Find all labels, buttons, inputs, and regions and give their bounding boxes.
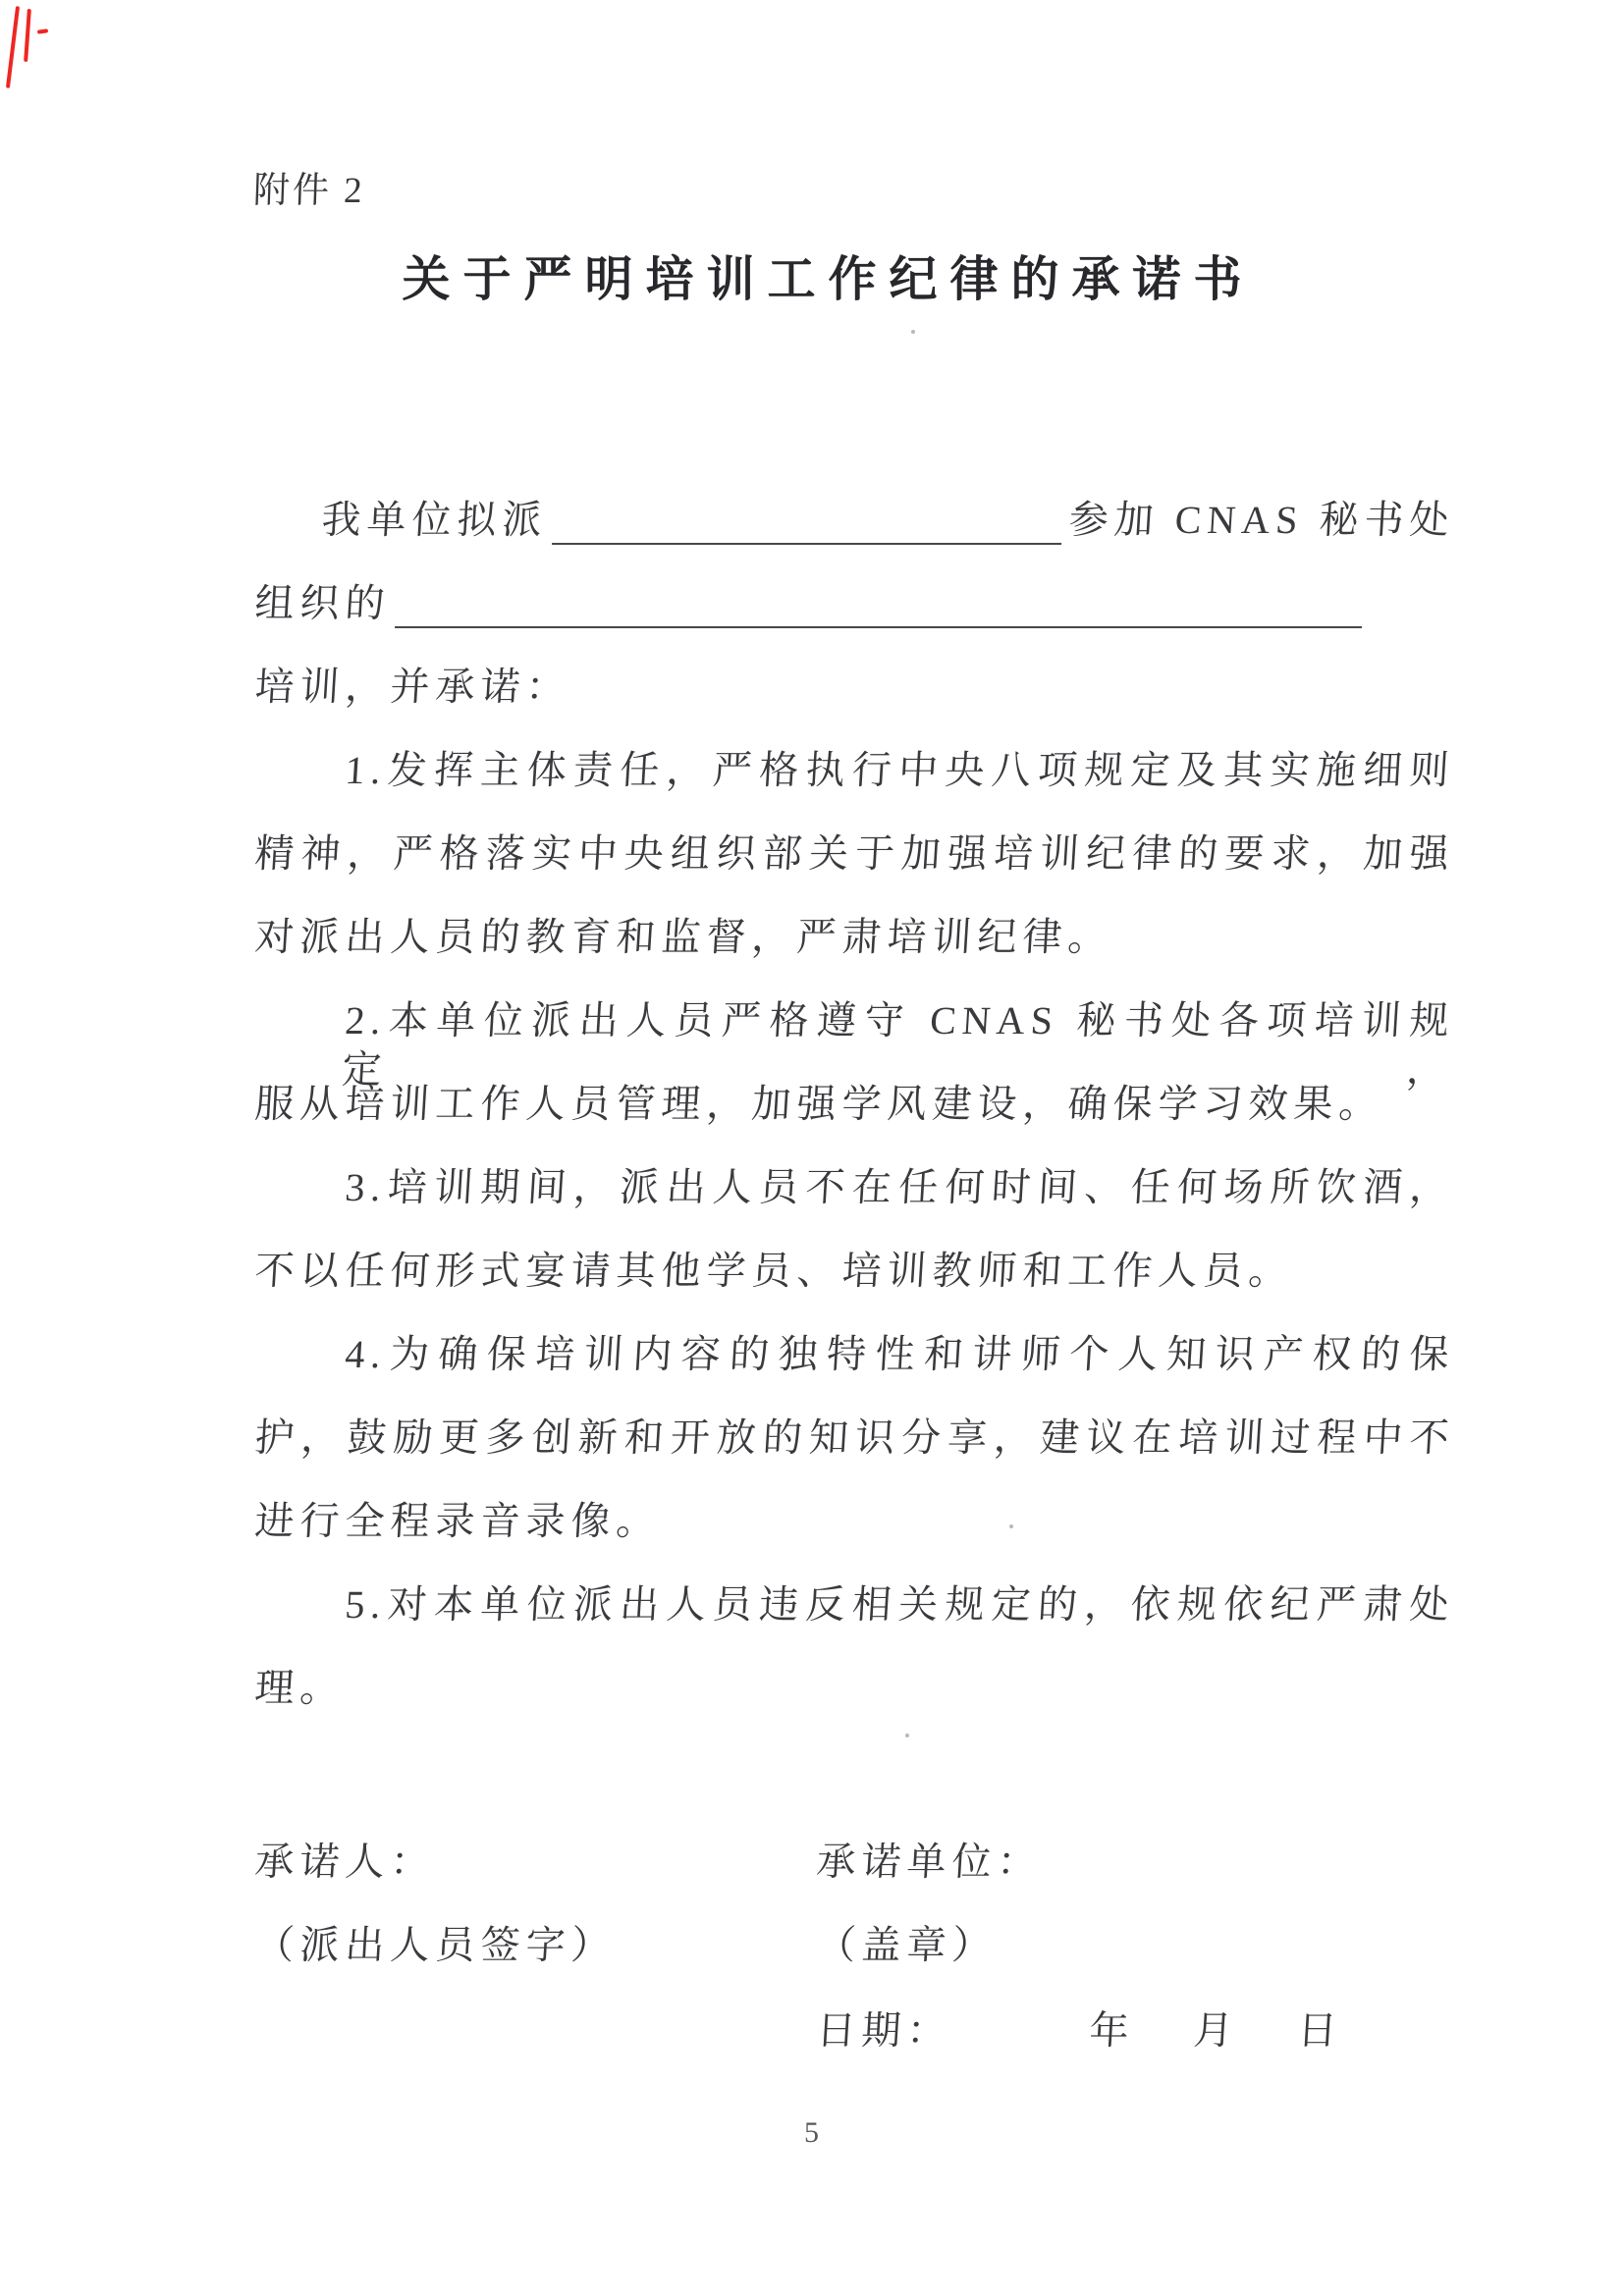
unit-stamp-note: （盖章） [815, 1923, 999, 1967]
date-line [815, 2006, 1505, 2056]
intro-line-3: 培训，并承诺： [253, 665, 572, 709]
trainee-name-blank [552, 500, 1064, 545]
clause-1-line: 精神，严格落实中央组织部关于加强培训纪律的要求，加强 [253, 831, 1456, 876]
intro-line-2-lead: 组织的 [253, 581, 392, 625]
year-label: 年 [1088, 2008, 1136, 2053]
day-label: 日 [1296, 2008, 1344, 2053]
clause-2-line: 2.本单位派出人员严格遵守 CNAS 秘书处各项培训规定， [341, 998, 1456, 1092]
red-pen-mark-icon [6, 6, 20, 88]
page-title: 关于严明培训工作纪律的承诺书 [402, 252, 1255, 306]
promiser-note: （派出人员签字） [253, 1923, 618, 1967]
page-number: 5 [804, 2116, 819, 2149]
date-label: 日期： [815, 2008, 953, 2053]
intro-line-1-lead: 我单位拟派 [320, 498, 549, 542]
intro-line-1-trail: 参加 CNAS 秘书处 [1067, 498, 1456, 542]
clause-1-line: 1.发挥主体责任，严格执行中央八项规定及其实施细则 [344, 748, 1456, 792]
clause-4-line: 进行全程录音录像。 [253, 1499, 663, 1543]
clause-3-line: 3.培训期间，派出人员不在任何时间、任何场所饮酒， [344, 1165, 1456, 1209]
intro-line-2 [253, 579, 1456, 628]
clause-1-line: 对派出人员的教育和监督，严肃培训纪律。 [253, 915, 1114, 959]
clause-4-line: 护，鼓励更多创新和开放的知识分享，建议在培训过程中不 [253, 1415, 1456, 1460]
attachment-label: 附件 2 [252, 171, 366, 211]
unit-label: 承诺单位： [815, 1840, 1044, 1884]
clause-5-line: 5.对本单位派出人员违反相关规定的，依规依纪严肃处 [344, 1582, 1456, 1627]
training-course-blank [395, 583, 1365, 628]
clause-5-line: 理。 [253, 1666, 347, 1710]
red-pen-mark-icon [24, 9, 31, 62]
clause-2-line: 服从培训工作人员管理，加强学风建设，确保学习效果。 [253, 1082, 1385, 1126]
clause-3-line: 不以任何形式宴请其他学员、培训教师和工作人员。 [253, 1249, 1295, 1293]
clause-4-line: 4.为确保培训内容的独特性和讲师个人知识产权的保 [344, 1332, 1456, 1376]
promiser-label: 承诺人： [253, 1840, 437, 1884]
scan-speckle [1009, 1524, 1013, 1528]
month-label: 月 [1192, 2008, 1240, 2053]
scan-speckle [911, 330, 915, 334]
scan-speckle [905, 1734, 909, 1737]
intro-line-1 [253, 496, 1456, 545]
red-pen-mark-icon [37, 28, 48, 33]
